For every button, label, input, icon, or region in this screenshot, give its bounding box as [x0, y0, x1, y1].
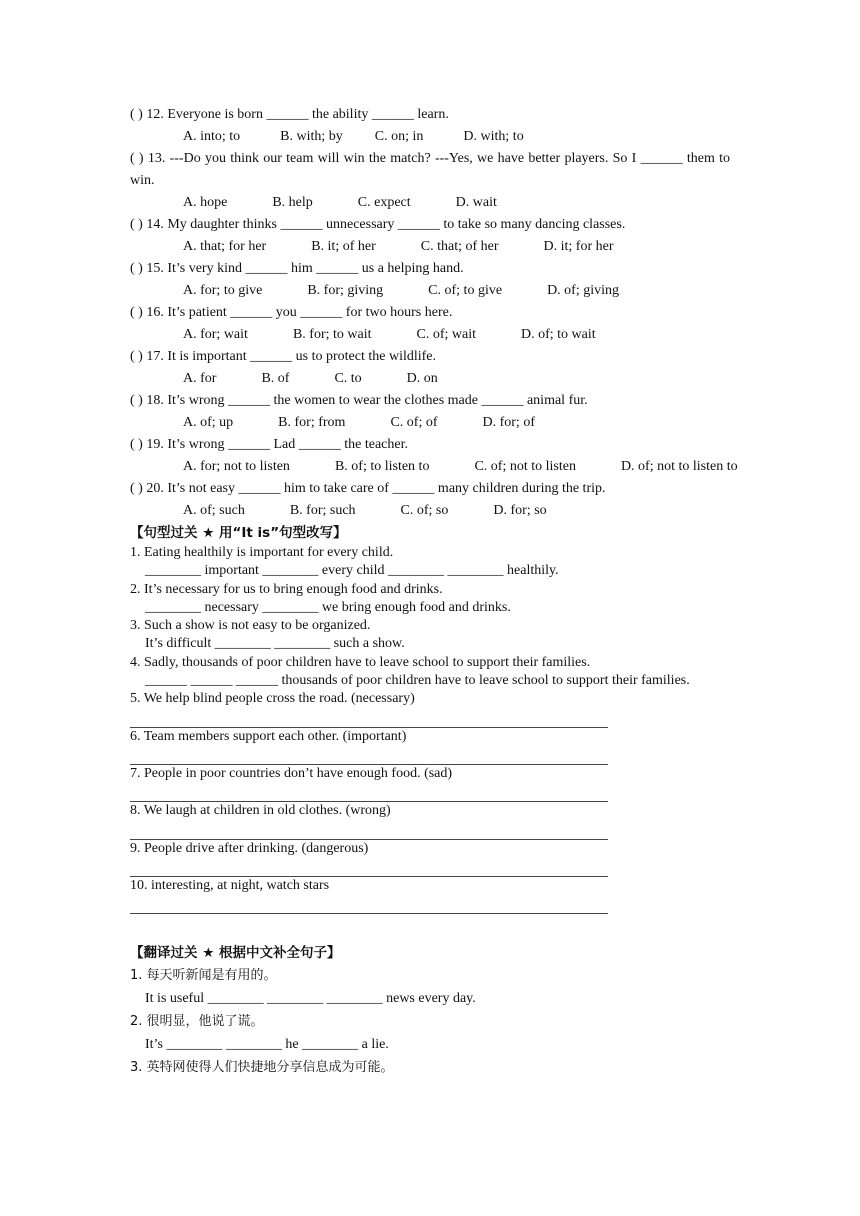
mc-option[interactable]: D. on — [406, 371, 438, 386]
mc-option[interactable]: C. of; of — [390, 415, 438, 430]
mc-option[interactable]: C. expect — [357, 195, 411, 210]
mc-options-row — [130, 126, 730, 148]
mc-option[interactable]: A. of; up — [183, 415, 234, 430]
mc-option[interactable]: C. on; in — [374, 129, 424, 144]
mc-option[interactable]: A. of; such — [183, 503, 245, 518]
translation-section — [130, 964, 730, 1079]
it-is-rewrite-section — [130, 544, 730, 914]
mc-question-stem: ( ) 17. It is important ______ us to protect the wildlife. — [130, 349, 437, 364]
mc-question-stem: ( ) 18. It’s wrong ______ the women to wear the clothes made ______ animal fur. — [130, 393, 588, 408]
mc-question-stem: ( ) 13. ---Do you think our team will win the match? ---Yes, we have better players. So I ______ them to win. — [130, 151, 730, 188]
rewrite-question: 3. Such a show is not easy to be organized. — [130, 618, 371, 634]
rewrite-answer-line: ______ ______ ______ thousands of poor children have to leave school to support their families. — [145, 673, 690, 689]
multiple-choice-list — [130, 104, 738, 522]
mc-question-stem: ( ) 16. It’s patient ______ you ______ for two hours here. — [130, 305, 453, 320]
mc-option[interactable]: A. that; for her — [183, 239, 267, 254]
mc-option[interactable]: A. for; wait — [183, 327, 248, 342]
mc-options-row — [130, 500, 730, 522]
rewrite-prompt: 9. People drive after drinking. (dangerous) — [130, 840, 369, 856]
answer-underline[interactable] — [130, 746, 608, 765]
mc-option[interactable]: B. help — [272, 195, 313, 210]
mc-option[interactable]: B. of; to listen to — [334, 459, 430, 474]
rewrite-answer-line: ________ necessary ________ we bring enough food and drinks. — [145, 599, 511, 615]
english-fill-line: It’s ________ ________ he ________ a lie. — [145, 1037, 389, 1053]
mc-option[interactable]: C. of; wait — [416, 327, 476, 342]
mc-option[interactable]: B. for; giving — [307, 283, 384, 298]
mc-options-row — [130, 368, 730, 390]
mc-options-row — [130, 280, 730, 302]
mc-option[interactable]: B. of — [261, 371, 290, 386]
rewrite-question: 4. Sadly, thousands of poor children have to leave school to support their families. — [130, 654, 591, 670]
mc-option[interactable]: D. of; not to listen to — [620, 459, 738, 474]
mc-option[interactable]: B. for; such — [289, 503, 356, 518]
mc-question-stem: ( ) 19. It’s wrong ______ Lad ______ the teacher. — [130, 437, 408, 452]
mc-option[interactable]: D. of; giving — [547, 283, 620, 298]
chinese-sentence: 3. 英特网使得人们快捷地分享信息成为可能。 — [130, 1060, 394, 1076]
answer-underline[interactable] — [130, 821, 608, 840]
rewrite-prompt: 10. interesting, at night, watch stars — [130, 877, 330, 893]
section-heading-it-is: 【句型过关 ★ 用“It is”句型改写】 — [130, 525, 347, 541]
rewrite-answer-line: It’s difficult ________ ________ such a show. — [145, 636, 405, 652]
mc-question-stem: ( ) 20. It’s not easy ______ him to take care of ______ many children during the trip. — [130, 481, 606, 496]
answer-underline[interactable] — [130, 709, 608, 728]
mc-option[interactable]: B. for; from — [278, 415, 346, 430]
mc-option[interactable]: A. for; not to listen — [183, 459, 290, 474]
english-fill-line: It is useful ________ ________ ________ news every day. — [145, 991, 476, 1007]
rewrite-prompt: 5. We help blind people cross the road. (necessary) — [130, 691, 415, 707]
rewrite-question: 1. Eating healthily is important for every child. — [130, 545, 394, 560]
answer-underline[interactable] — [130, 783, 608, 802]
mc-option[interactable]: A. hope — [183, 195, 228, 210]
mc-option[interactable]: A. into; to — [183, 129, 241, 144]
mc-question-stem: ( ) 12. Everyone is born ______ the ability ______ learn. — [130, 107, 449, 122]
mc-option[interactable]: B. for; to wait — [292, 327, 372, 342]
mc-option[interactable]: D. with; to — [463, 129, 524, 144]
mc-option[interactable]: C. that; of her — [420, 239, 499, 254]
mc-options-row — [130, 412, 730, 434]
mc-option[interactable]: D. wait — [455, 195, 497, 210]
mc-option[interactable]: C. of; to give — [428, 283, 503, 298]
chinese-sentence: 2. 很明显，他说了谎。 — [130, 1014, 264, 1030]
chinese-sentence: 1. 每天听新闻是有用的。 — [130, 968, 277, 984]
mc-option[interactable]: C. of; not to listen — [474, 459, 576, 474]
mc-option[interactable]: A. for; to give — [183, 283, 263, 298]
rewrite-prompt: 6. Team members support each other. (important) — [130, 728, 407, 744]
mc-question-stem: ( ) 14. My daughter thinks ______ unnecessary ______ to take so many dancing classes. — [130, 217, 626, 232]
answer-underline[interactable] — [130, 895, 608, 914]
mc-option[interactable]: B. it; of her — [311, 239, 376, 254]
mc-option[interactable]: B. with; by — [280, 129, 343, 144]
rewrite-question: 2. It’s necessary for us to bring enough food and drinks. — [130, 581, 443, 597]
mc-option[interactable]: D. it; for her — [543, 239, 614, 254]
mc-option[interactable]: C. of; so — [400, 503, 449, 518]
rewrite-answer-line: ________ important ________ every child ________ ________ healthily. — [145, 563, 559, 579]
answer-underline[interactable] — [130, 858, 608, 877]
section-heading-translation: 【翻译过关 ★ 根据中文补全句子】 — [130, 945, 341, 962]
mc-option[interactable]: D. for; of — [482, 415, 535, 430]
mc-options-row — [130, 456, 738, 478]
mc-options-row — [130, 192, 730, 214]
mc-option[interactable]: D. of; to wait — [520, 327, 596, 342]
mc-options-row — [130, 324, 730, 346]
rewrite-prompt: 7. People in poor countries don’t have enough food. (sad) — [130, 765, 453, 781]
rewrite-prompt: 8. We laugh at children in old clothes. (wrong) — [130, 803, 391, 819]
worksheet-page — [130, 104, 738, 1079]
mc-options-row — [130, 236, 730, 258]
mc-question-stem: ( ) 15. It’s very kind ______ him ______ us a helping hand. — [130, 261, 464, 276]
mc-option[interactable]: C. to — [334, 371, 362, 386]
mc-option[interactable]: A. for — [183, 371, 217, 386]
mc-option[interactable]: D. for; so — [493, 503, 547, 518]
